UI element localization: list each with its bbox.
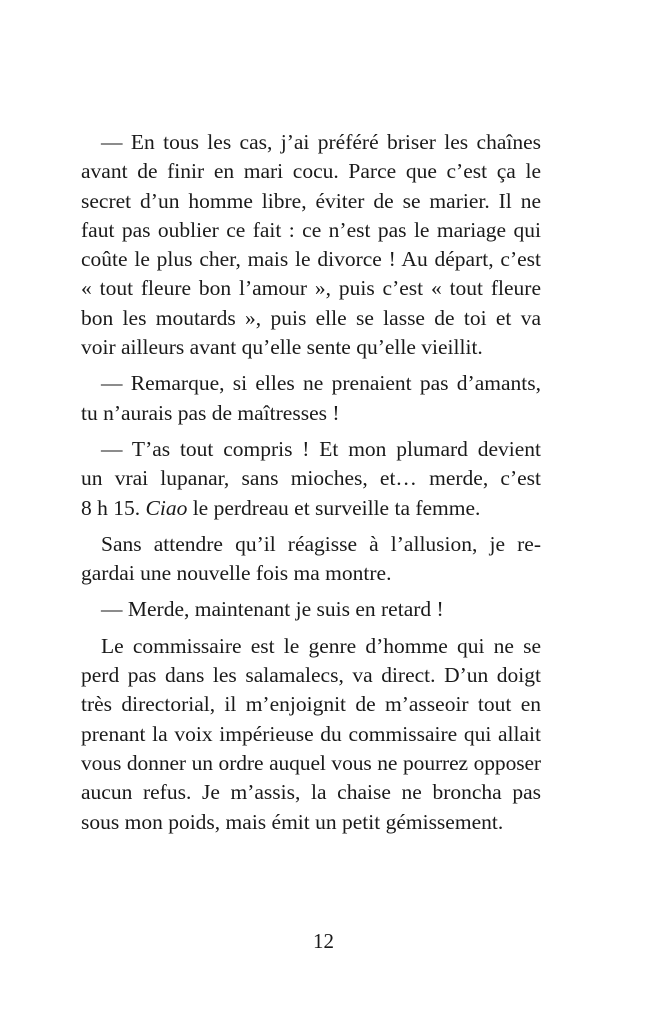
text-line: « tout fleure bon l’amour », puis c’est « tout fleure xyxy=(81,276,541,301)
text-line: voir ailleurs avant qu’elle sente qu’elle vieillit. xyxy=(81,335,483,360)
text-line: sous mon poids, mais émit un petit gémissement. xyxy=(81,809,504,834)
text-line: un vrai lupanar, sans mioches, et… merde, c’est xyxy=(81,466,541,491)
text-line: coûte le plus cher, mais le divorce ! Au départ, c’est xyxy=(81,247,541,272)
text-line-mixed xyxy=(81,494,541,523)
page-number: 12 xyxy=(313,929,334,953)
paragraph-4 xyxy=(81,530,541,589)
text-line: perd pas dans les salamalecs, va direct. D’un doigt xyxy=(81,663,541,688)
text-line: secret d’un homme libre, éviter de se marier. Il ne xyxy=(81,188,541,213)
italic-word: Ciao xyxy=(145,495,188,520)
text-line: tu n’aurais pas de maîtresses ! xyxy=(81,400,340,425)
text-line: bon les moutards », puis elle se lasse de toi et va xyxy=(81,305,541,330)
text-line: vous donner un ordre auquel vous ne pourrez opposer xyxy=(81,750,541,775)
paragraph-3 xyxy=(81,435,541,523)
text-line: aucun refus. Je m’assis, la chaise ne broncha pas xyxy=(81,780,541,805)
page-body xyxy=(81,128,541,837)
text-line: — Merde, maintenant je suis en retard ! xyxy=(101,597,444,622)
text-line: avant de finir en mari cocu. Parce que c’est ça le xyxy=(81,159,541,184)
text-line: — Remarque, si elles ne prenaient pas d’amants, xyxy=(101,371,541,396)
paragraph-2 xyxy=(81,369,541,428)
text-line: très directorial, il m’enjoignit de m’asseoir tout en xyxy=(81,692,541,717)
text-line: — En tous les cas, j’ai préféré briser les chaînes xyxy=(101,130,541,154)
text-line: Sans attendre qu’il réagisse à l’allusion, je re- xyxy=(101,531,541,556)
paragraph-5 xyxy=(81,595,541,624)
text-segment: 8 h 15. xyxy=(81,495,146,520)
paragraph-6 xyxy=(81,632,541,837)
paragraph-1 xyxy=(81,128,541,362)
text-segment: le perdreau et surveille ta femme. xyxy=(187,495,481,520)
text-line: gardai une nouvelle fois ma montre. xyxy=(81,561,392,586)
text-line: — T’as tout compris ! Et mon plumard devient xyxy=(101,436,541,461)
text-line: prenant la voix impérieuse du commissaire qui allait xyxy=(81,721,541,746)
text-line: Le commissaire est le genre d’homme qui ne se xyxy=(101,633,541,658)
text-line: faut pas oublier ce fait : ce n’est pas le mariage qui xyxy=(81,217,541,242)
